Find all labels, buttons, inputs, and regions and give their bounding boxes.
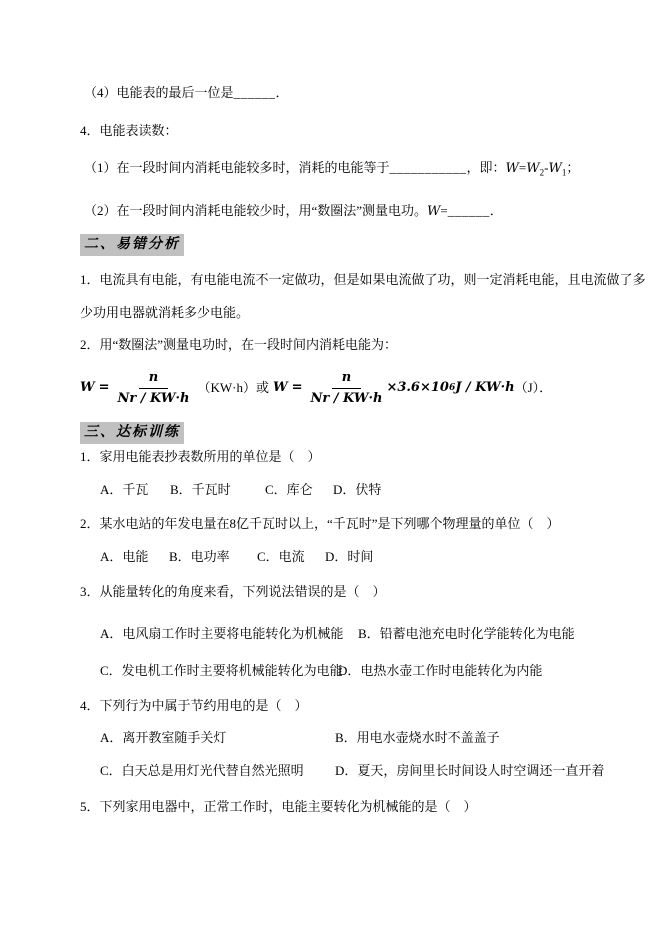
question-3-options-row-1 xyxy=(80,625,647,643)
paragraph-text: 1．电流具有电能，有电能电流不一定做功，但是如果电流做了功，则一定消耗电能，且电流做了多 xyxy=(80,272,646,287)
fill-item-4-blank: ______ xyxy=(233,85,276,100)
fill-item-4-text: （4）电能表的最后一位是 xyxy=(84,85,234,100)
fill-item-2-period: ． xyxy=(489,203,503,218)
var-w2: W xyxy=(526,161,540,176)
multiplier-text: ×3.6×10 xyxy=(386,380,449,395)
var-w: W xyxy=(80,380,95,395)
option-d: D．夏天，房间里长时间设人时空调还一直开着 xyxy=(335,763,605,778)
joule-per-kwh-unit: J / KW·h xyxy=(455,380,515,395)
option-c: C．库仑 xyxy=(265,482,313,497)
fill-item-1 xyxy=(80,159,647,178)
fill-item-2-blank: ______ xyxy=(447,203,490,218)
error-analysis-paragraph-1-line-1 xyxy=(80,271,647,289)
question-2-options xyxy=(80,548,647,566)
question-5-stem xyxy=(80,798,647,816)
fill-item-2 xyxy=(80,202,647,221)
semicolon: ； xyxy=(566,160,580,175)
minus-sign: - xyxy=(544,160,549,175)
option-d: D．伏特 xyxy=(333,482,382,497)
option-b: B．铅蓄电池充电时化学能转化为电能 xyxy=(358,626,575,641)
fill-item-4 xyxy=(80,84,647,102)
paragraph-text: 2．用“数圈法”测量电功时，在一段时间内消耗电能为： xyxy=(80,337,398,352)
question-4-stem xyxy=(80,697,647,715)
error-analysis-paragraph-1-line-2 xyxy=(80,304,647,322)
question-1-stem xyxy=(80,448,647,466)
question-4-options-row-2 xyxy=(80,762,647,780)
fill-item-4-period: ． xyxy=(275,85,289,100)
question-1-options xyxy=(80,481,647,499)
option-a: A．电能 xyxy=(100,549,149,564)
fill-item-1-blank: ___________ xyxy=(389,160,467,175)
question-text: 4．下列行为中属于节约用电的是（ ） xyxy=(80,698,308,713)
error-analysis-paragraph-2 xyxy=(80,336,647,354)
unit-kwh-or: （KW·h）或 xyxy=(197,380,269,395)
option-a: A．电风扇工作时主要将电能转化为机械能 xyxy=(100,626,344,641)
fraction-1-numerator: n xyxy=(139,369,168,389)
option-d: D．时间 xyxy=(325,549,374,564)
question-text: 1．家用电能表抄表数所用的单位是（ ） xyxy=(80,449,321,464)
question-3-options-row-2 xyxy=(80,662,647,680)
option-a: A．离开教室随手关灯 xyxy=(100,730,227,745)
fill-item-1-text: （1）在一段时间内消耗电能较多时，消耗的电能等于 xyxy=(84,160,390,175)
equals-sign: = xyxy=(518,160,527,175)
meter-reading-title-text: 4．电能表读数： xyxy=(80,123,178,138)
fraction-2 xyxy=(310,369,382,408)
fraction-1 xyxy=(118,369,190,408)
var-w1: W xyxy=(548,161,562,176)
fraction-2-denominator: Nr / KW·h xyxy=(310,390,383,406)
revolution-counting-formula: W = $\frac{n}{Nr / KW\cdot h}$ （KW·h）或 W = $\frac{n}{Nr / KW\cdot h}$ ×3.6×10 6 J / KW·h （J）． xyxy=(80,369,553,406)
option-b: B．电功率 xyxy=(169,549,230,564)
option-d: D．电热水壶工作时电能转化为内能 xyxy=(338,663,543,678)
var-w: W xyxy=(505,161,519,176)
question-text: 3．从能量转化的角度来看，下列说法错误的是（ ） xyxy=(80,584,386,599)
subscript-2: 2 xyxy=(539,167,545,178)
meter-reading-title xyxy=(80,122,647,140)
unit-joule: （J）． xyxy=(514,380,553,395)
option-c: C．电流 xyxy=(257,549,305,564)
section-heading-practice: 三、达标训练 xyxy=(80,422,184,444)
section-3-heading-row xyxy=(80,422,647,444)
subscript-1: 1 xyxy=(561,167,567,178)
equals-sign: = xyxy=(98,380,110,395)
question-3-stem xyxy=(80,583,647,601)
option-b: B．千瓦时 xyxy=(170,482,231,497)
paragraph-text: 少功用电器就消耗多少电能。 xyxy=(80,305,250,320)
question-4-options-row-1 xyxy=(80,729,647,747)
equals-sign: = xyxy=(291,380,303,395)
option-b: B．用电水壶烧水时不盖盖子 xyxy=(335,730,500,745)
question-text: 2．某水电站的年发电量在8亿千瓦时以上，“千瓦时”是下列哪个物理量的单位（ ） xyxy=(80,516,560,531)
option-c: C．白天总是用灯光代替自然光照明 xyxy=(100,763,304,778)
fraction-1-denominator: Nr / KW·h xyxy=(117,390,190,406)
equals-sign: = xyxy=(440,203,448,218)
section-2-heading-row xyxy=(80,234,647,256)
var-w: W xyxy=(272,380,288,395)
fill-item-2-text: （2）在一段时间内消耗电能较少时，用“数圈法”测量电功。 xyxy=(84,203,428,218)
fraction-2-numerator: n xyxy=(332,369,361,389)
option-a: A．千瓦 xyxy=(100,482,149,497)
question-2-stem xyxy=(80,515,647,533)
question-text: 5．下列家用电器中，正常工作时，电能主要转化为机械能的是（ ） xyxy=(80,799,477,814)
section-heading-error-analysis: 二、易错分析 xyxy=(80,234,184,256)
fill-item-1-mid: ，即： xyxy=(466,160,506,175)
option-c: C．发电机工作时主要将机械能转化为电能 xyxy=(100,663,343,678)
var-w: W xyxy=(427,204,441,219)
